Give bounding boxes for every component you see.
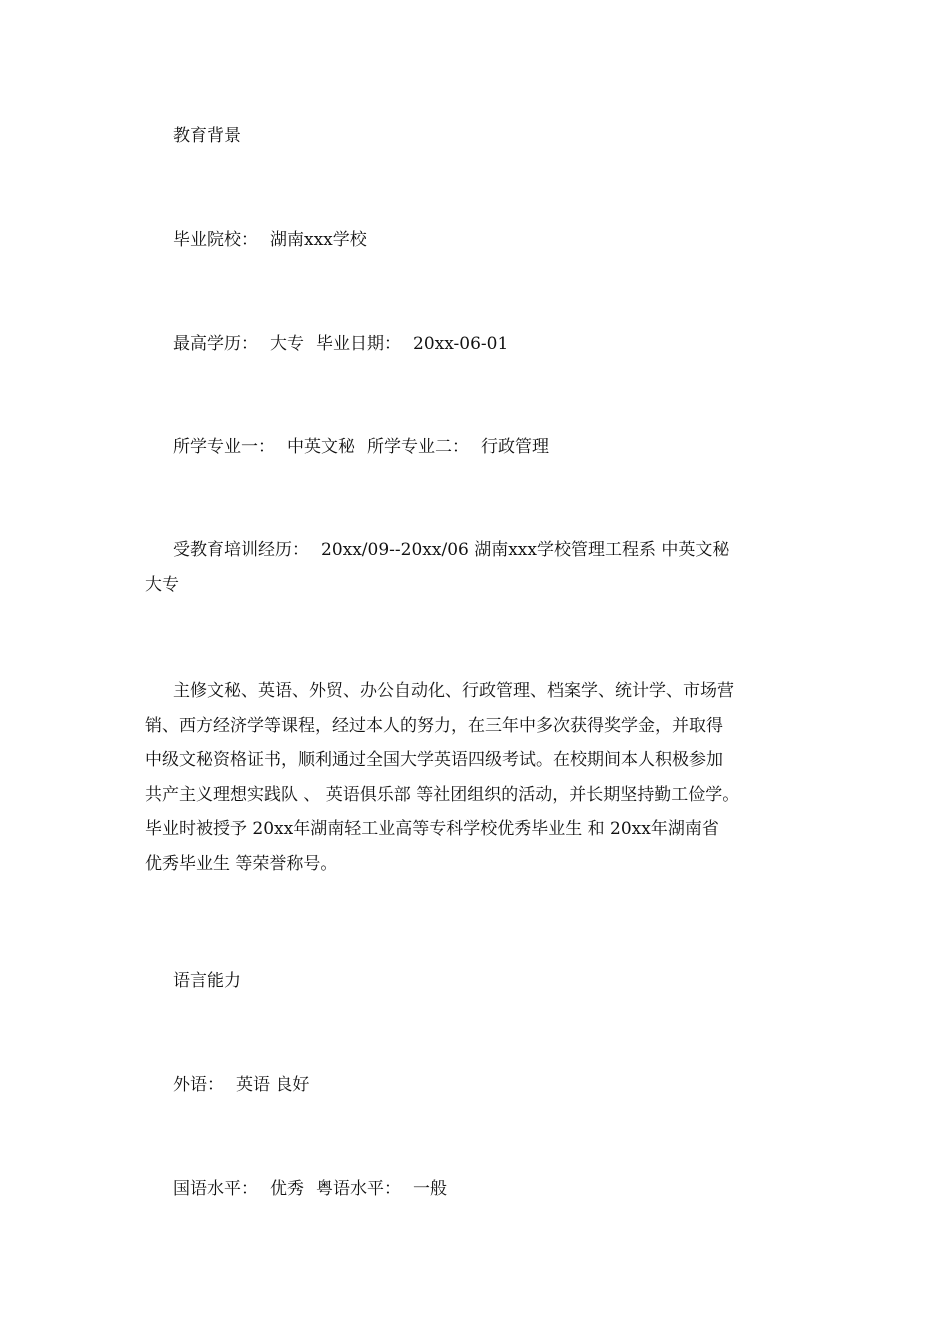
section-title-education: 教育背景 bbox=[173, 126, 241, 146]
dialects-row bbox=[145, 1172, 815, 1207]
degree-value: 大专 bbox=[270, 334, 304, 354]
section-title-language: 语言能力 bbox=[173, 971, 241, 991]
degree-label: 最高学历： bbox=[173, 334, 258, 354]
training-detail: 20xx/09--20xx/06 湖南xxx学校管理工程系 中英文秘 bbox=[321, 540, 730, 560]
foreign-language-row bbox=[145, 1068, 815, 1103]
description-line: 共产主义理想实践队 、 英语俱乐部 等社团组织的活动，并长期坚持勤工俭学。 bbox=[145, 784, 740, 805]
training-line-2: 大专 bbox=[145, 574, 179, 595]
school-value: 湖南xxx学校 bbox=[270, 230, 367, 250]
mandarin-label: 国语水平： bbox=[173, 1179, 258, 1199]
cantonese-value: 一般 bbox=[413, 1179, 447, 1199]
description-line: 优秀毕业生 等荣誉称号。 bbox=[145, 853, 338, 874]
mandarin-value: 优秀 bbox=[270, 1179, 304, 1199]
school-label: 毕业院校： bbox=[173, 230, 258, 250]
major1-label: 所学专业一： bbox=[173, 437, 275, 457]
foreign-language-label: 外语： bbox=[173, 1075, 224, 1095]
foreign-language-value: 英语 良好 bbox=[236, 1075, 310, 1095]
majors-row bbox=[145, 430, 815, 465]
graduation-date-value: 20xx-06-01 bbox=[413, 334, 509, 354]
training-line-1 bbox=[145, 533, 815, 568]
major2-label: 所学专业二： bbox=[367, 437, 469, 457]
school-row bbox=[145, 223, 815, 258]
description-line: 毕业时被授予 20xx年湖南轻工业高等专科学校优秀毕业生 和 20xx年湖南省 bbox=[145, 819, 719, 839]
description-line: 主修文秘、英语、外贸、办公自动化、行政管理、档案学、统计学、市场营 bbox=[173, 681, 734, 701]
degree-row bbox=[145, 327, 815, 362]
description-line: 销、西方经济学等课程，经过本人的努力，在三年中多次获得奖学金，并取得 bbox=[145, 715, 723, 736]
graduation-date-label: 毕业日期： bbox=[316, 334, 401, 354]
major1-value: 中英文秘 bbox=[287, 437, 355, 457]
training-label: 受教育培训经历： bbox=[173, 540, 309, 560]
major2-value: 行政管理 bbox=[481, 437, 549, 457]
training-block bbox=[145, 533, 815, 602]
cantonese-label: 粤语水平： bbox=[316, 1179, 401, 1199]
description-line: 中级文秘资格证书，顺利通过全国大学英语四级考试。在校期间本人积极参加 bbox=[145, 750, 723, 770]
description-paragraph bbox=[145, 674, 815, 881]
